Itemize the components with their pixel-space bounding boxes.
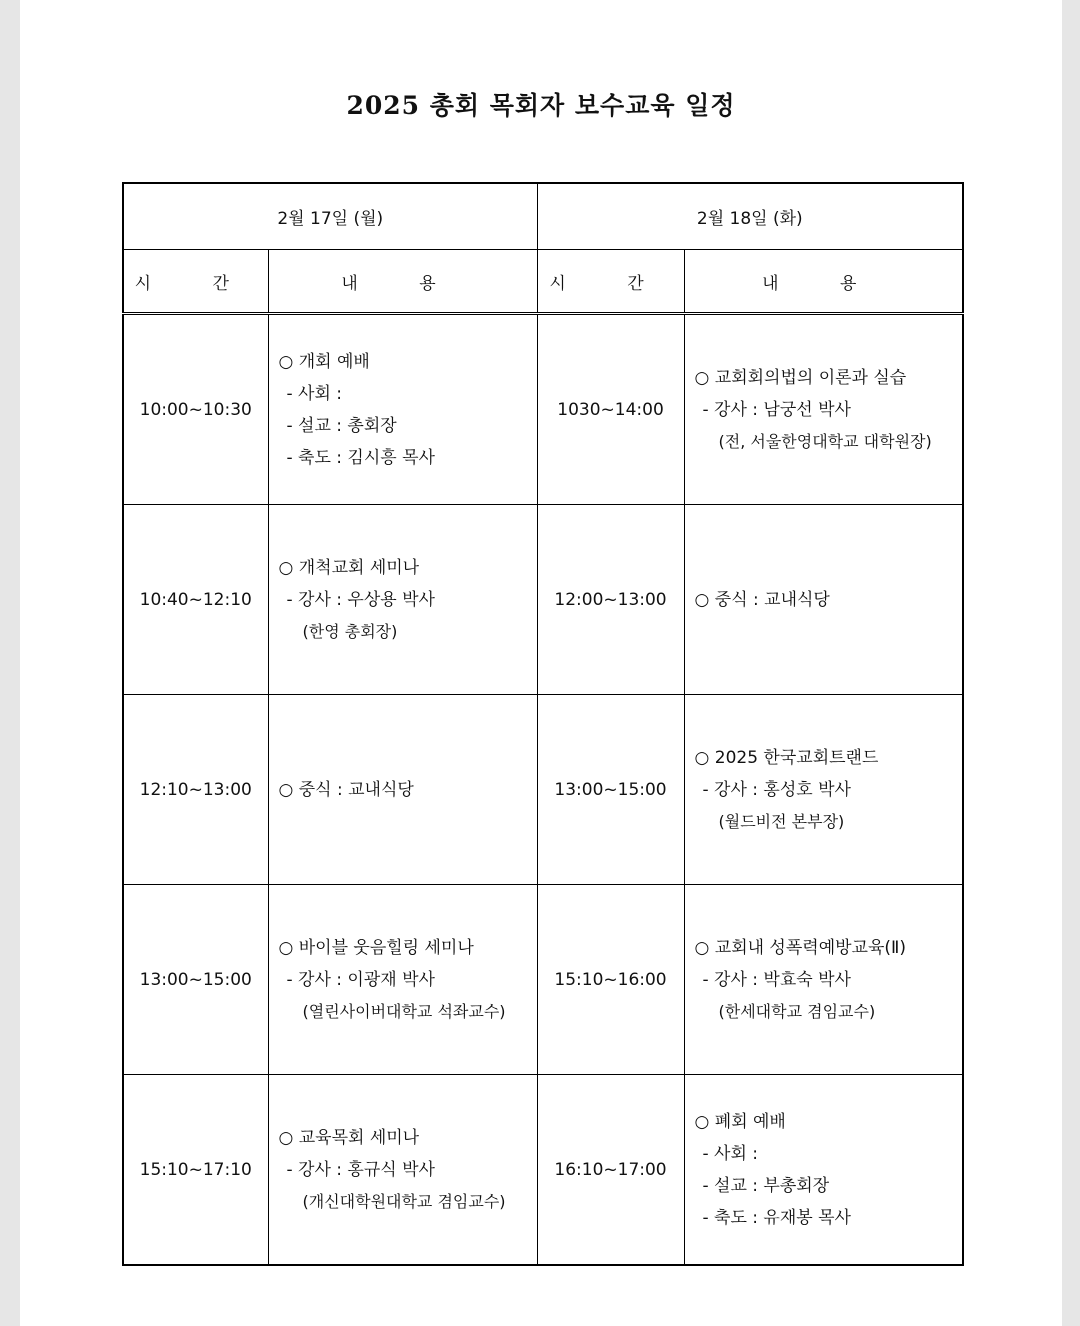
speaker-affiliation: (한영 총회장) <box>302 621 398 641</box>
time-cell: 10:00~10:30 <box>123 314 268 505</box>
session-detail: - 축도 : 유재봉 목사 <box>702 1207 851 1228</box>
table-row <box>123 695 963 885</box>
session-detail: - 강사 : 남궁선 박사 <box>702 399 851 420</box>
speaker-affiliation: (전, 서울한영대학교 대학원장) <box>718 431 932 451</box>
session-title: ○ 교회내 성폭력예방교육(Ⅱ) <box>695 932 963 964</box>
session-detail: - 설교 : 부총회장 <box>702 1175 830 1196</box>
content-cell <box>268 885 537 1075</box>
session-detail: - 강사 : 이광재 박사 <box>286 969 435 990</box>
table-row <box>123 314 963 505</box>
time-cell: 13:00~15:00 <box>123 885 268 1075</box>
content-cell <box>268 314 537 505</box>
content-cell <box>268 1075 537 1266</box>
session-title: ○ 폐회 예배 <box>695 1106 963 1138</box>
session-detail: - 강사 : 홍성호 박사 <box>702 779 851 800</box>
schedule-table <box>122 182 964 1266</box>
content-cell <box>268 505 537 695</box>
speaker-affiliation: (열린사이버대학교 석좌교수) <box>302 1001 506 1021</box>
content-cell <box>684 885 963 1075</box>
time-cell: 10:40~12:10 <box>123 505 268 695</box>
content-cell <box>684 695 963 885</box>
time-column-header: 시 간 <box>123 250 268 314</box>
table-row <box>123 1075 963 1266</box>
time-cell: 16:10~17:00 <box>537 1075 684 1266</box>
content-cell <box>268 695 537 885</box>
session-detail: - 강사 : 우상용 박사 <box>286 589 435 610</box>
time-cell: 15:10~16:00 <box>537 885 684 1075</box>
time-cell: 15:10~17:10 <box>123 1075 268 1266</box>
session-detail: - 축도 : 김시흥 목사 <box>286 447 435 468</box>
speaker-affiliation: (월드비전 본부장) <box>718 811 845 831</box>
session-detail: - 설교 : 총회장 <box>286 415 397 436</box>
content-cell <box>684 314 963 505</box>
document-page <box>20 0 1062 1326</box>
time-cell: 12:00~13:00 <box>537 505 684 695</box>
content-column-header: 내 용 <box>684 250 963 314</box>
day-header-2: 2월 18일 (화) <box>537 183 963 250</box>
time-cell: 13:00~15:00 <box>537 695 684 885</box>
content-cell <box>684 1075 963 1266</box>
time-cell: 12:10~13:00 <box>123 695 268 885</box>
content-column-header: 내 용 <box>268 250 537 314</box>
session-title: ○ 개척교회 세미나 <box>279 552 537 584</box>
session-title: ○ 바이블 웃음힐링 세미나 <box>279 932 537 964</box>
session-detail: - 사회 : <box>702 1143 759 1164</box>
time-column-header: 시 간 <box>537 250 684 314</box>
speaker-affiliation: (개신대학원대학교 겸임교수) <box>302 1191 506 1211</box>
session-title: ○ 2025 한국교회트랜드 <box>695 742 963 774</box>
session-detail: - 사회 : <box>286 383 343 404</box>
page-title: 2025 총회 목회자 보수교육 일정 <box>346 91 736 120</box>
session-detail: - 강사 : 박효숙 박사 <box>702 969 851 990</box>
session-title: ○ 중식 : 교내식당 <box>695 584 963 616</box>
session-title: ○ 중식 : 교내식당 <box>279 774 537 806</box>
session-title: ○ 교육목회 세미나 <box>279 1122 537 1154</box>
day-header-1: 2월 17일 (월) <box>123 183 537 250</box>
table-row <box>123 885 963 1075</box>
session-title: ○ 교회회의법의 이론과 실습 <box>695 362 963 394</box>
content-cell <box>684 505 963 695</box>
time-cell: 1030~14:00 <box>537 314 684 505</box>
table-row <box>123 505 963 695</box>
session-detail: - 강사 : 홍규식 박사 <box>286 1159 435 1180</box>
session-title: ○ 개회 예배 <box>279 346 537 378</box>
speaker-affiliation: (한세대학교 겸임교수) <box>718 1001 876 1021</box>
